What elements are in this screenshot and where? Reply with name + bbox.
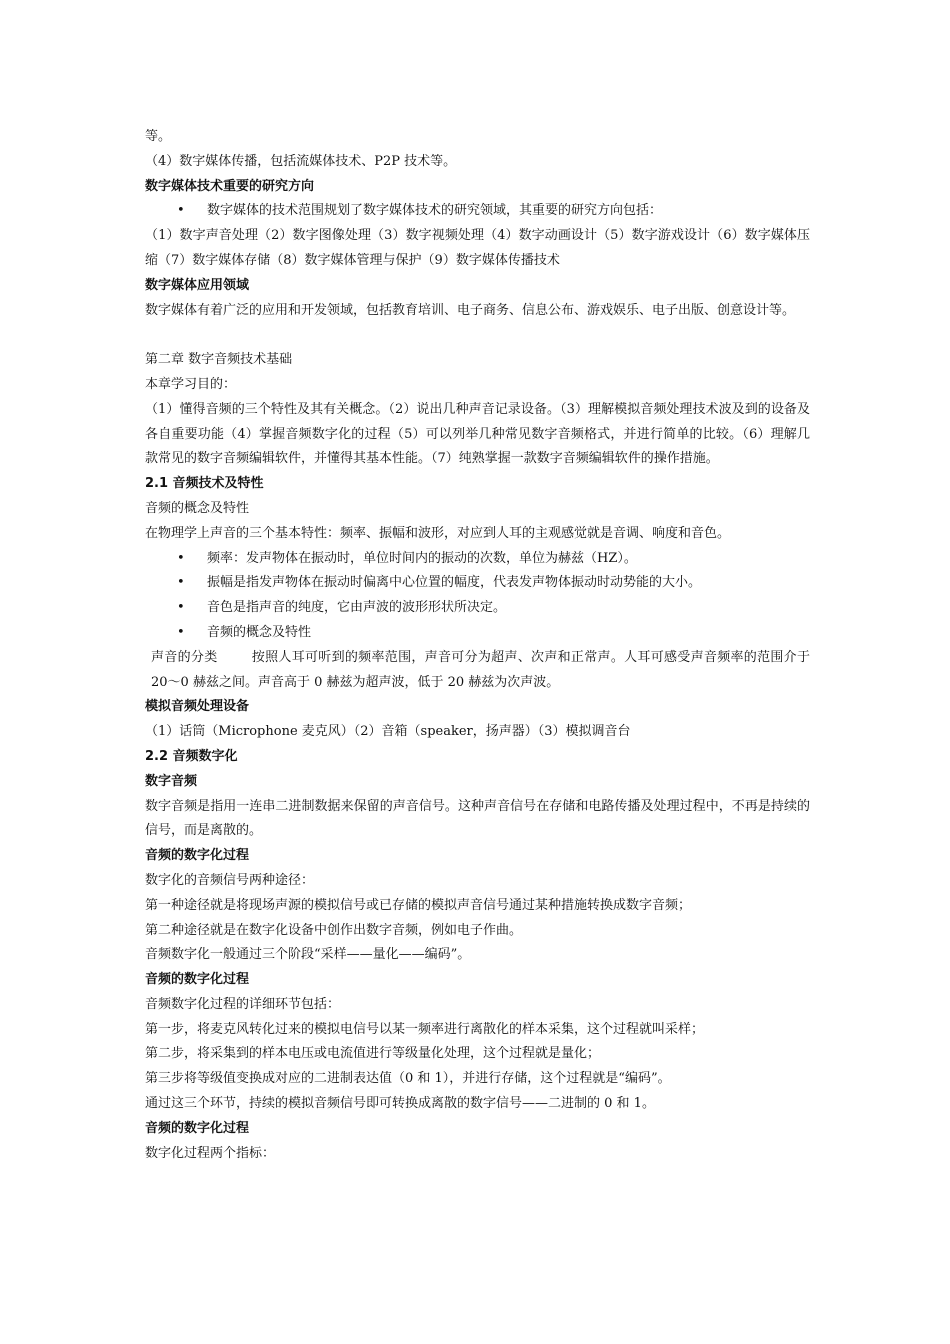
digitization-heading-2: 音频的数字化过程 — [145, 972, 250, 988]
bullet-amplitude-text: 振幅是指发声物体在振动时偏离中心位置的幅度，代表发声物体振动时动势能的大小。 — [207, 575, 702, 591]
spacer — [145, 323, 810, 348]
research-heading: 数字媒体技术重要的研究方向 — [145, 178, 315, 194]
analog-devices-list: （1）话筒（Microphone 麦克风）（2）音箱（speaker，扬声器）（3）模拟调音台 — [145, 724, 631, 740]
bullet-icon: • — [177, 550, 185, 566]
way-two: 第二种途径就是在数字化设备中创作出数字音频，例如电子作曲。 — [145, 922, 523, 938]
details-intro: 音频数字化过程的详细环节包括： — [145, 996, 341, 1012]
chapter-title: 第二章 数字音频技术基础 — [145, 352, 293, 368]
three-properties-intro: 在物理学上声音的三个基本特性：频率、振幅和波形，对应到人耳的主观感觉就是音调、响度和音色。 — [145, 525, 731, 541]
summary: 通过这三个环节，持续的模拟音频信号即可转换成离散的数字信号——二进制的 0 和 1。 — [145, 1096, 655, 1112]
bullet-timbre — [145, 596, 810, 621]
bullet-icon: • — [177, 600, 185, 616]
bullet-icon: • — [177, 575, 185, 591]
analog-devices-heading: 模拟音频处理设备 — [145, 699, 250, 715]
document-page — [145, 125, 810, 1166]
bullet-icon: • — [177, 624, 185, 640]
bullet-amplitude — [145, 571, 810, 596]
classification-text: 按照人耳可听到的频率范围，声音可分为超声、次声和正常声。人耳可感受声音频率的范围介于 20～0 赫兹之间。声音高于 0 赫兹为超声波，低于 20 赫兹为次声波。 — [151, 649, 810, 690]
two-ways-intro: 数字化的音频信号两种途径： — [145, 872, 315, 888]
section-2-1-heading: 2.1 音频技术及特性 — [145, 476, 264, 492]
research-bullet — [145, 199, 810, 224]
bullet-concept — [145, 621, 810, 646]
step-two: 第二步，将采集到的样本电压或电流值进行等级量化处理，这个过程就是量化； — [145, 1046, 601, 1062]
goals-label: 本章学习目的： — [145, 376, 237, 392]
digitization-heading-3: 音频的数字化过程 — [145, 1120, 250, 1136]
research-list: （1）数字声音处理（2）数字图像处理（3）数字视频处理（4）数字动画设计（5）数字游戏设计（6）数字媒体压缩（7）数字媒体存储（8）数字媒体管理与保护（9）数字媒体传播技术 — [145, 228, 810, 268]
two-indicators: 数字化过程两个指标： — [145, 1145, 276, 1161]
step-one: 第一步，将麦克风转化过来的模拟电信号以某一频率进行离散化的样本采集，这个过程就叫采样； — [145, 1021, 705, 1037]
bullet-frequency — [145, 547, 810, 572]
application-text: 数字媒体有着广泛的应用和开发领域，包括教育培训、电子商务、信息公布、游戏娱乐、电子出版、创意设计等。 — [145, 302, 796, 318]
section-2-2-heading: 2.2 音频数字化 — [145, 748, 238, 764]
digitization-heading-1: 音频的数字化过程 — [145, 848, 250, 864]
section-2-1-subheading: 音频的概念及特性 — [145, 500, 250, 516]
way-one: 第一种途径就是将现场声源的模拟信号或已存储的模拟声音信号通过某种措施转换成数字音频； — [145, 897, 692, 913]
media-item-4: （4）数字媒体传播，包括流媒体技术、P2P 技术等。 — [145, 153, 457, 169]
step-three: 第三步将等级值变换成对应的二进制表达值（0 和 1），并进行存储，这个过程就是“编码”。 — [145, 1071, 671, 1087]
bullet-timbre-text: 音色是指声音的纯度，它由声波的波形形状所决定。 — [207, 600, 507, 616]
three-stages: 音频数字化一般通过三个阶段“采样——量化——编码”。 — [145, 947, 471, 963]
bullet-icon: • — [177, 203, 185, 219]
continuation-text: 等。 — [145, 129, 172, 144]
sound-classification — [145, 646, 810, 696]
bullet-concept-text: 音频的概念及特性 — [207, 624, 312, 640]
goals-text: （1）懂得音频的三个特性及其有关概念。（2）说出几种声音记录设备。（3）理解模拟音频处理技术波及到的设备及各自重要功能（4）掌握音频数字化的过程（5）可以列举几种常见数字音频格式，并进行简单的比较。（6）理解几款常见的数字音频编辑软件，并懂得其基本性能。（7）纯熟掌握一款数字音频编辑软件的操作措施。 — [145, 401, 810, 467]
digital-audio-text: 数字音频是指用一连串二进制数据来保留的声音信号。这种声音信号在存储和电路传播及处理过程中，不再是持续的信号，而是离散的。 — [145, 798, 810, 839]
digital-audio-heading: 数字音频 — [145, 773, 198, 789]
research-bullet-text: 数字媒体的技术范围规划了数字媒体技术的研究领域，其重要的研究方向包括： — [207, 203, 663, 219]
classification-label: 声音的分类 — [151, 649, 218, 665]
application-heading: 数字媒体应用领域 — [145, 277, 250, 293]
bullet-frequency-text: 频率：发声物体在振动时，单位时间内的振动的次数，单位为赫兹（HZ）。 — [207, 550, 637, 566]
